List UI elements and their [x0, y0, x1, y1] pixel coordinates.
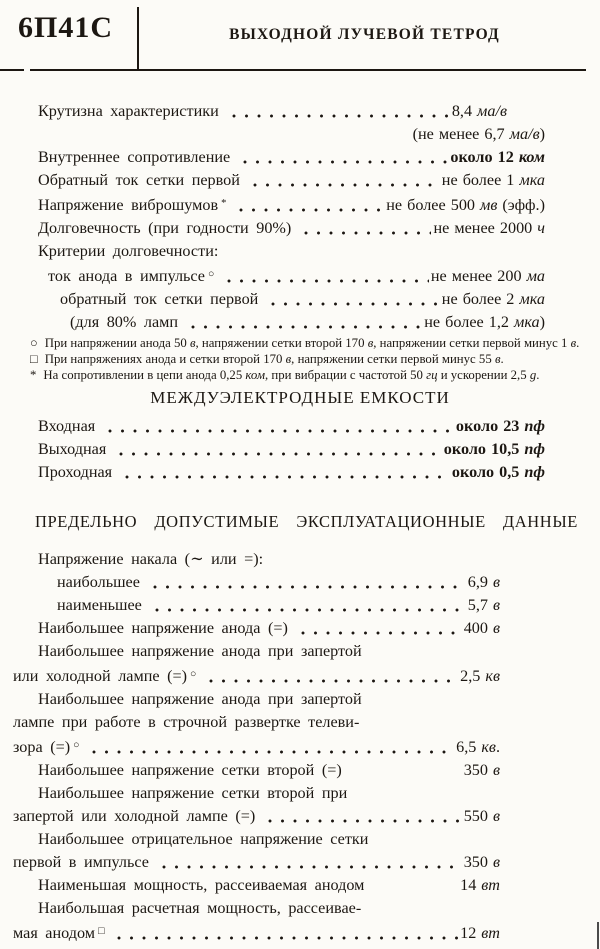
spec-row: [13, 169, 545, 192]
spec-row-line: [38, 759, 500, 782]
capacitance-list: [13, 415, 545, 484]
spec-row: [13, 571, 500, 594]
value-text: не менее 200: [430, 267, 522, 285]
spec-row-line: [38, 100, 545, 123]
footnote-text: и ускорении 2,5: [437, 367, 530, 382]
spec-row: [13, 759, 500, 782]
spec-value: [468, 594, 500, 617]
leader-spacer: [373, 874, 458, 897]
page-title: ВЫХОДНОЙ ЛУЧЕВОЙ ТЕТРОД: [229, 26, 500, 43]
footnote-text: .: [500, 351, 504, 366]
value-text: 14: [460, 876, 477, 895]
value-text: 2,5: [460, 667, 481, 686]
spec-row-line: [38, 874, 500, 897]
value-text: не менее 2000: [433, 219, 533, 237]
page-header: [0, 0, 600, 72]
value-suffix: ): [539, 313, 545, 331]
footnote: [6, 353, 594, 367]
spec-row-line: [70, 311, 545, 334]
leader-spacer: [272, 548, 498, 571]
spec-label: Наибольшее напряжение анода (=): [38, 619, 288, 638]
footnote-text: На сопротивлении в цепи анода 0,25: [43, 367, 246, 382]
spec-row-line: [38, 240, 545, 263]
spec-row-line: [48, 263, 545, 288]
spec-row-line: [38, 415, 545, 438]
value-unit: вт: [481, 876, 500, 895]
spec-row-line: [38, 548, 500, 571]
leader-dots: [88, 734, 454, 759]
header-vertical-divider: [137, 7, 139, 71]
value-text: не более 1,2: [424, 313, 510, 331]
value-unit: вт: [481, 924, 500, 943]
value-unit: ма/в: [477, 102, 507, 120]
spec-value: [433, 217, 545, 240]
value-unit: кв: [481, 738, 496, 757]
spec-row: [13, 415, 545, 438]
spec-value: [460, 665, 500, 688]
leader-dots: [223, 263, 429, 288]
value-unit: кв: [485, 667, 500, 686]
spec-label: Выходная: [38, 440, 107, 459]
value-suffix: .: [495, 738, 500, 757]
value-unit: в: [492, 596, 500, 615]
value-text: 400: [463, 619, 488, 638]
spec-row-line: [38, 217, 545, 240]
value-unit: мв: [480, 196, 498, 214]
spec-row-line: [38, 169, 545, 192]
value-text: не более 500: [386, 196, 476, 214]
leader-spacer: [351, 759, 462, 782]
spec-value: [431, 265, 545, 288]
spec-label: запертой или холодной лампе (=): [13, 807, 256, 826]
spec-row: [13, 288, 545, 311]
footnote-text: , напряжении сетки первой минус 55: [291, 351, 495, 366]
header-rule-dash: [0, 69, 24, 71]
footnote-marker: ○: [30, 336, 38, 350]
spec-row: [13, 617, 500, 640]
spec-row-line: [60, 288, 545, 311]
spec-row: [13, 263, 545, 288]
value-unit: ком: [518, 148, 545, 166]
leader-dots: [267, 288, 439, 311]
spec-label: ток анода в импульсе ○: [48, 267, 215, 285]
spec-row-line: [13, 663, 500, 688]
value-text: не более 1: [441, 171, 515, 189]
spec-value: [460, 874, 500, 897]
footnote-text: .: [536, 367, 540, 382]
value-text: около 10,5: [443, 440, 520, 459]
spec-label: или холодной лампе (=) ○: [13, 667, 197, 686]
spec-label: Напряжение накала (∼ или =):: [38, 550, 264, 569]
scan-edge-artifact: [597, 922, 600, 949]
spec-row-line: [13, 734, 500, 759]
spec-row: [13, 640, 500, 688]
spec-label: первой в импульсе: [13, 853, 149, 872]
spec-row-line: [13, 851, 500, 874]
value-suffix: (эфф.): [497, 196, 545, 214]
value-text: 6,9: [467, 573, 488, 592]
spec-row-line: [57, 571, 500, 594]
value-unit: ма: [526, 267, 545, 285]
footnote: [6, 337, 594, 351]
spec-row: [13, 782, 500, 828]
spec-row-line: [57, 594, 500, 617]
spec-label: Внутреннее сопротивление: [38, 148, 231, 166]
value-unit: в: [492, 619, 500, 638]
spec-row-line: Наибольшее отрицательное напряжение сетки: [38, 830, 369, 849]
spec-label: зора (=) ○: [13, 738, 80, 757]
footnote-text: в: [285, 351, 292, 366]
spec-row-line: Наибольшая расчетная мощность, рассеивае-: [38, 899, 362, 918]
spec-label: Входная: [38, 417, 96, 436]
footnote-marker: *: [30, 367, 37, 382]
spec-row-line: Наибольшее напряжение анода при запертой: [38, 690, 362, 709]
spec-value: [468, 571, 500, 594]
spec-value: [464, 617, 500, 640]
value-text: около 12: [450, 148, 514, 166]
value-text: 6,5: [456, 738, 477, 757]
leader-dots: [264, 805, 461, 828]
spec-row: [13, 123, 545, 146]
spec-row: [13, 438, 545, 461]
footnote-marker: *: [221, 198, 227, 209]
spec-value: [444, 438, 545, 461]
spec-row-line: [38, 617, 500, 640]
section-heading-limits: ПРЕДЕЛЬНО ДОПУСТИМЫЕ ЭКСПЛУАТАЦИОННЫЕ ДАННЫЕ: [35, 512, 578, 532]
footnote-marker: ○: [190, 669, 197, 681]
footnote-marker: ○: [73, 740, 80, 752]
value-text: (не менее 6,7: [412, 125, 505, 143]
spec-value: [424, 311, 545, 334]
leader-dots: [228, 100, 450, 123]
spec-row-line: [13, 920, 500, 945]
spec-row: [13, 217, 545, 240]
leader-dots: [300, 217, 431, 240]
spec-row: [13, 594, 500, 617]
spec-label: Наименьшая мощность, рассеиваемая анодом: [38, 876, 365, 895]
spec-label: мая анодом □: [13, 924, 105, 943]
spec-row: [13, 146, 545, 169]
footnote-marker: □: [98, 926, 105, 938]
value-unit: ма/в: [509, 125, 540, 143]
header-rule: [30, 69, 586, 71]
footnote-text: g: [529, 367, 537, 382]
leader-dots: [249, 169, 440, 192]
leader-dots: [149, 571, 466, 594]
spec-value: [442, 288, 545, 311]
spec-row: [13, 311, 545, 334]
footnote-marker: ○: [207, 269, 215, 280]
spec-row-line: [38, 438, 545, 461]
value-unit: мка: [519, 290, 545, 308]
section-heading-capacitance: МЕЖДУЭЛЕКТРОДНЫЕ ЕМКОСТИ: [150, 388, 450, 408]
spec-row-line: [13, 805, 500, 828]
spec-label: Напряжение виброшумов *: [38, 196, 227, 214]
leader-dots: [151, 594, 466, 617]
value-unit: ч: [537, 219, 545, 237]
value-text: не более 2: [441, 290, 515, 308]
spec-value: [386, 194, 545, 217]
value-text: 350: [463, 853, 488, 872]
spec-row: [13, 461, 545, 484]
spec-row: [13, 548, 500, 571]
footnote-text: в: [570, 336, 577, 350]
spec-label: Наибольшее напряжение сетки второй (=): [38, 761, 342, 780]
value-unit: в: [492, 573, 500, 592]
tube-type-label: 6П41С: [18, 11, 113, 44]
spec-label: Критерии долговечности:: [38, 242, 219, 260]
value-unit: пф: [524, 417, 545, 436]
footnote-text: , напряжении сетки первой минус 1: [373, 336, 571, 350]
leader-dots: [158, 851, 462, 874]
spec-row: [13, 688, 500, 759]
footnote: [6, 369, 594, 383]
footnote-text: , при вибрации с частотой 50: [265, 367, 427, 382]
footnote-text: в: [494, 351, 501, 366]
spec-value: [460, 922, 500, 945]
value-unit: в: [492, 807, 500, 826]
spec-row-line: [38, 123, 545, 146]
value-text: 12: [460, 924, 477, 943]
spec-value: [464, 805, 500, 828]
footnote-text: , напряжении сетки второй 170: [195, 336, 368, 350]
value-unit: мка: [519, 171, 545, 189]
spec-value: [456, 736, 500, 759]
spec-row-line: [38, 146, 545, 169]
spec-value: [450, 146, 545, 169]
spec-row-line: [38, 192, 545, 217]
leader-spacer: [47, 123, 411, 146]
spec-value: [464, 851, 500, 874]
value-unit: в: [492, 761, 500, 780]
leader-dots: [297, 617, 462, 640]
characteristics-list: [13, 100, 545, 334]
spec-value: [442, 169, 545, 192]
leader-spacer: [227, 240, 543, 263]
leader-dots: [235, 192, 384, 217]
value-text: около 23: [455, 417, 520, 436]
spec-label: Проходная: [38, 463, 113, 482]
footnote-marker: □: [30, 351, 38, 366]
footnote-text: При напряжениях анода и сетки второй 170: [44, 351, 286, 366]
spec-label: Долговечность (при годности 90%): [38, 219, 292, 237]
leader-dots: [121, 461, 450, 484]
footnote-text: При напряжении анода 50: [44, 336, 190, 350]
spec-row: [13, 897, 500, 945]
spec-label: Обратный ток сетки первой: [38, 171, 240, 189]
spec-label: обратный ток сетки первой: [60, 290, 259, 308]
spec-label: наибольшее: [57, 573, 140, 592]
footnote-text: ком: [245, 367, 265, 382]
spec-row: [13, 828, 500, 874]
spec-row: [13, 874, 500, 897]
value-suffix: ): [539, 125, 545, 143]
leader-dots: [205, 663, 458, 688]
spec-value: [464, 759, 500, 782]
value-unit: мка: [514, 313, 540, 331]
leader-dots: [113, 920, 458, 945]
value-unit: в: [492, 853, 500, 872]
value-text: около 0,5: [451, 463, 520, 482]
footnote-text: гц: [426, 367, 438, 382]
spec-row: [13, 240, 545, 263]
leader-dots: [115, 438, 441, 461]
spec-row-line: Наибольшее напряжение анода при запертой: [38, 642, 362, 661]
value-unit: пф: [524, 463, 545, 482]
footnotes-block: [6, 337, 594, 382]
footnote-text: в: [189, 336, 196, 350]
limits-list: [13, 548, 500, 945]
leader-dots: [239, 146, 448, 169]
spec-row: [13, 192, 545, 217]
value-text: 5,7: [467, 596, 488, 615]
leader-dots: [187, 311, 422, 334]
value-unit: пф: [524, 440, 545, 459]
spec-label: (для 80% ламп: [70, 313, 179, 331]
spec-value: [452, 100, 507, 123]
spec-label: Крутизна характеристики: [38, 102, 219, 120]
spec-row-line: Наибольшее напряжение сетки второй при: [38, 784, 348, 803]
spec-label: наименьшее: [57, 596, 142, 615]
spec-value: [413, 123, 545, 146]
spec-row-line: [38, 461, 545, 484]
leader-dots: [104, 415, 454, 438]
value-text: 350: [463, 761, 488, 780]
value-text: 550: [463, 807, 488, 826]
spec-value: [456, 415, 545, 438]
footnote-text: в: [367, 336, 374, 350]
spec-value: [452, 461, 545, 484]
footnote-text: .: [576, 336, 580, 350]
value-text: 8,4: [451, 102, 473, 120]
spec-row: [13, 100, 545, 123]
spec-row-line: лампе при работе в строчной развертке телеви-: [13, 713, 360, 732]
